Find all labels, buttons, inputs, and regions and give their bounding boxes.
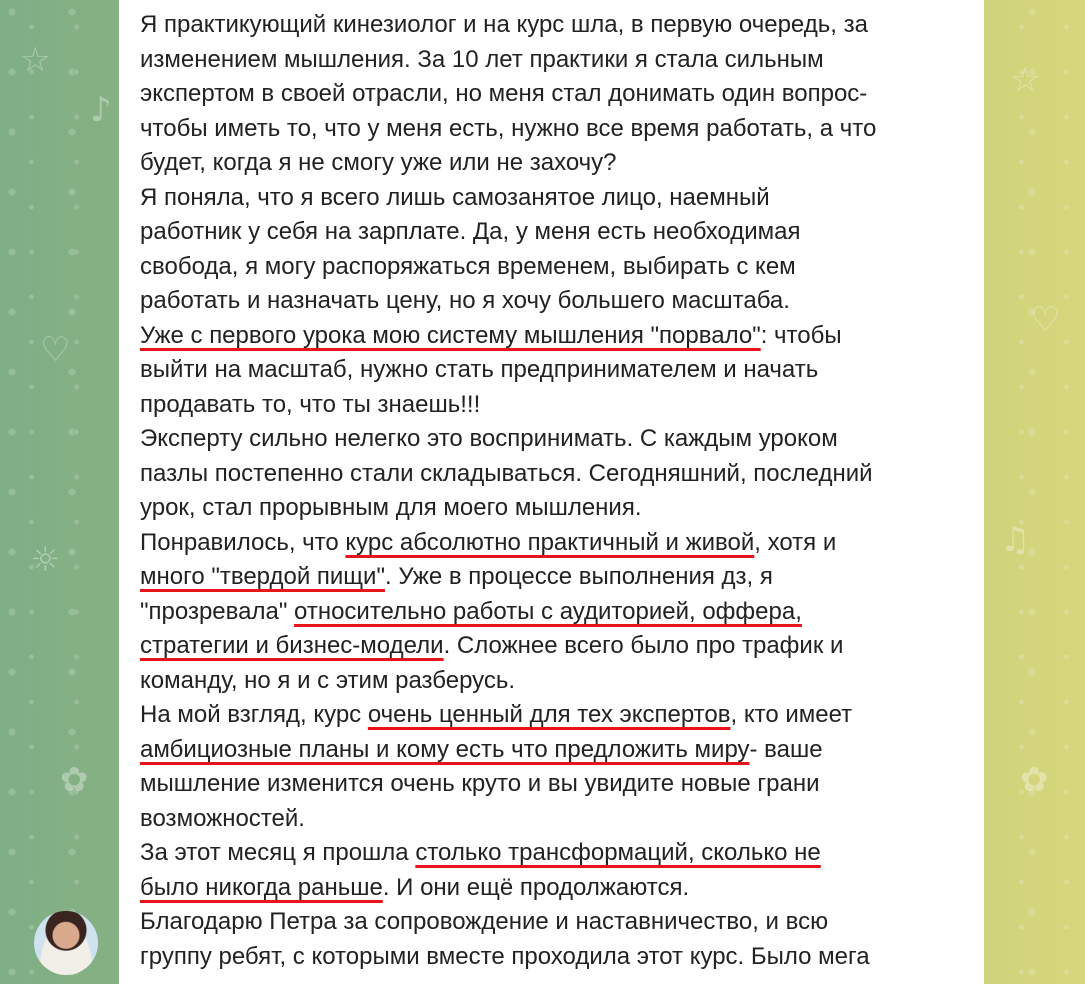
music-note-icon: ♪ [90,90,112,130]
highlighted-phrase: стратегии и бизнес-модели [140,632,444,659]
text-segment: . И они ещё продолжаются. [382,873,690,901]
message-line [140,284,970,319]
message-line [140,353,970,388]
highlighted-phrase: столько трансформаций, сколько не [415,839,821,866]
sun-icon: ☼ [30,540,61,580]
message-line [140,457,970,492]
highlighted-phrase: амбициозные планы и кому есть что предложить миру [140,735,750,763]
text-segment: , кто имеет [730,701,853,728]
text-segment: продавать то, что ты знаешь!!! [140,390,481,418]
text-segment: Эксперту сильно нелегко это воспринимать. С каждым уроком [140,425,838,452]
text-segment: изменением мышления. За 10 лет практики я стала сильным [140,45,824,73]
message-line [140,491,970,526]
text-segment: , хотя и [754,528,837,556]
text-segment: мышление изменится очень круто и вы увидите новые грани [140,770,820,797]
message-line [140,43,970,78]
text-segment: работать и назначать цену, но я хочу большего масштаба. [140,287,790,314]
text-segment: Благодарю Петра за сопровождение и наставничество, и всю [140,908,829,935]
author-avatar[interactable] [34,911,98,975]
text-segment: Я практикующий кинезиолог и на курс шла, в первую очередь, за [140,11,868,38]
text-segment: команду, но я и с этим разберусь. [140,666,516,694]
message-line [140,767,970,802]
message-line [140,905,970,940]
message-line [140,319,970,354]
message-line [140,629,970,664]
message-line [140,388,970,423]
message-line [140,698,970,733]
message-line [140,560,970,595]
message-line [140,250,970,285]
message-line [140,940,970,975]
text-segment: За этот месяц я прошла [140,839,416,866]
text-segment: будет, когда я не смогу уже или не захочу? [140,149,617,176]
message-line [140,664,970,699]
highlighted-phrase: Уже с первого урока мою систему мышления "порвало" [140,321,761,349]
text-segment: . Уже в процессе выполнения дз, я [384,563,773,590]
message-line [140,77,970,112]
message-line [140,595,970,630]
text-segment: группу ребят, с которыми вместе проходила этот курс. Было мега [140,942,870,970]
message-line [140,146,970,181]
heart-icon: ♡ [1030,300,1061,340]
highlighted-phrase: относительно работы с аудиторией, оффера, [294,597,802,625]
highlighted-phrase: много "твердой пищи" [140,563,385,590]
message-line [140,526,970,561]
star-icon: ☆ [1010,60,1041,100]
message-line [140,112,970,147]
highlighted-phrase: курс абсолютно практичный и живой [345,528,755,556]
message-text [140,8,970,974]
message-line [140,836,970,871]
text-segment: Понравилось, что [140,528,346,556]
text-segment: - ваше [749,735,823,763]
flower-icon: ✿ [60,760,89,800]
message-line [140,733,970,768]
text-segment: урок, стал прорывным для моего мышления. [140,494,642,521]
text-segment: : чтобы [760,321,842,349]
text-segment: . Сложнее всего было про трафик и [443,632,844,659]
highlighted-phrase: очень ценный для тех экспертов [367,701,731,728]
music-note-icon: ♫ [1000,520,1031,560]
text-segment: чтобы иметь то, что у меня есть, нужно все время работать, а что [140,114,877,142]
text-segment: Я поняла, что я всего лишь самозанятое лицо, наемный [140,183,770,211]
message-line [140,8,970,43]
star-icon: ☆ [20,40,51,80]
message-line [140,181,970,216]
text-segment: работник у себя на зарплате. Да, у меня есть необходимая [140,218,801,245]
highlighted-phrase: было никогда раньше [140,873,383,901]
message-line [140,422,970,457]
text-segment: свобода, я могу распоряжаться временем, выбирать с кем [140,252,796,280]
message-line [140,802,970,837]
message-line [140,215,970,250]
text-segment: "прозревала" [140,597,295,625]
text-segment: выйти на масштаб, нужно стать предпринимателем и начать [140,356,819,383]
message-line [140,871,970,906]
text-segment: На мой взгляд, курс [140,701,368,728]
text-segment: пазлы постепенно стали складываться. Сегодняшний, последний [140,459,873,487]
heart-icon: ♡ [40,330,71,370]
text-segment: экспертом в своей отрасли, но меня стал донимать один вопрос- [140,80,868,107]
flower-icon: ✿ [1020,760,1049,800]
text-segment: возможностей. [140,804,305,832]
